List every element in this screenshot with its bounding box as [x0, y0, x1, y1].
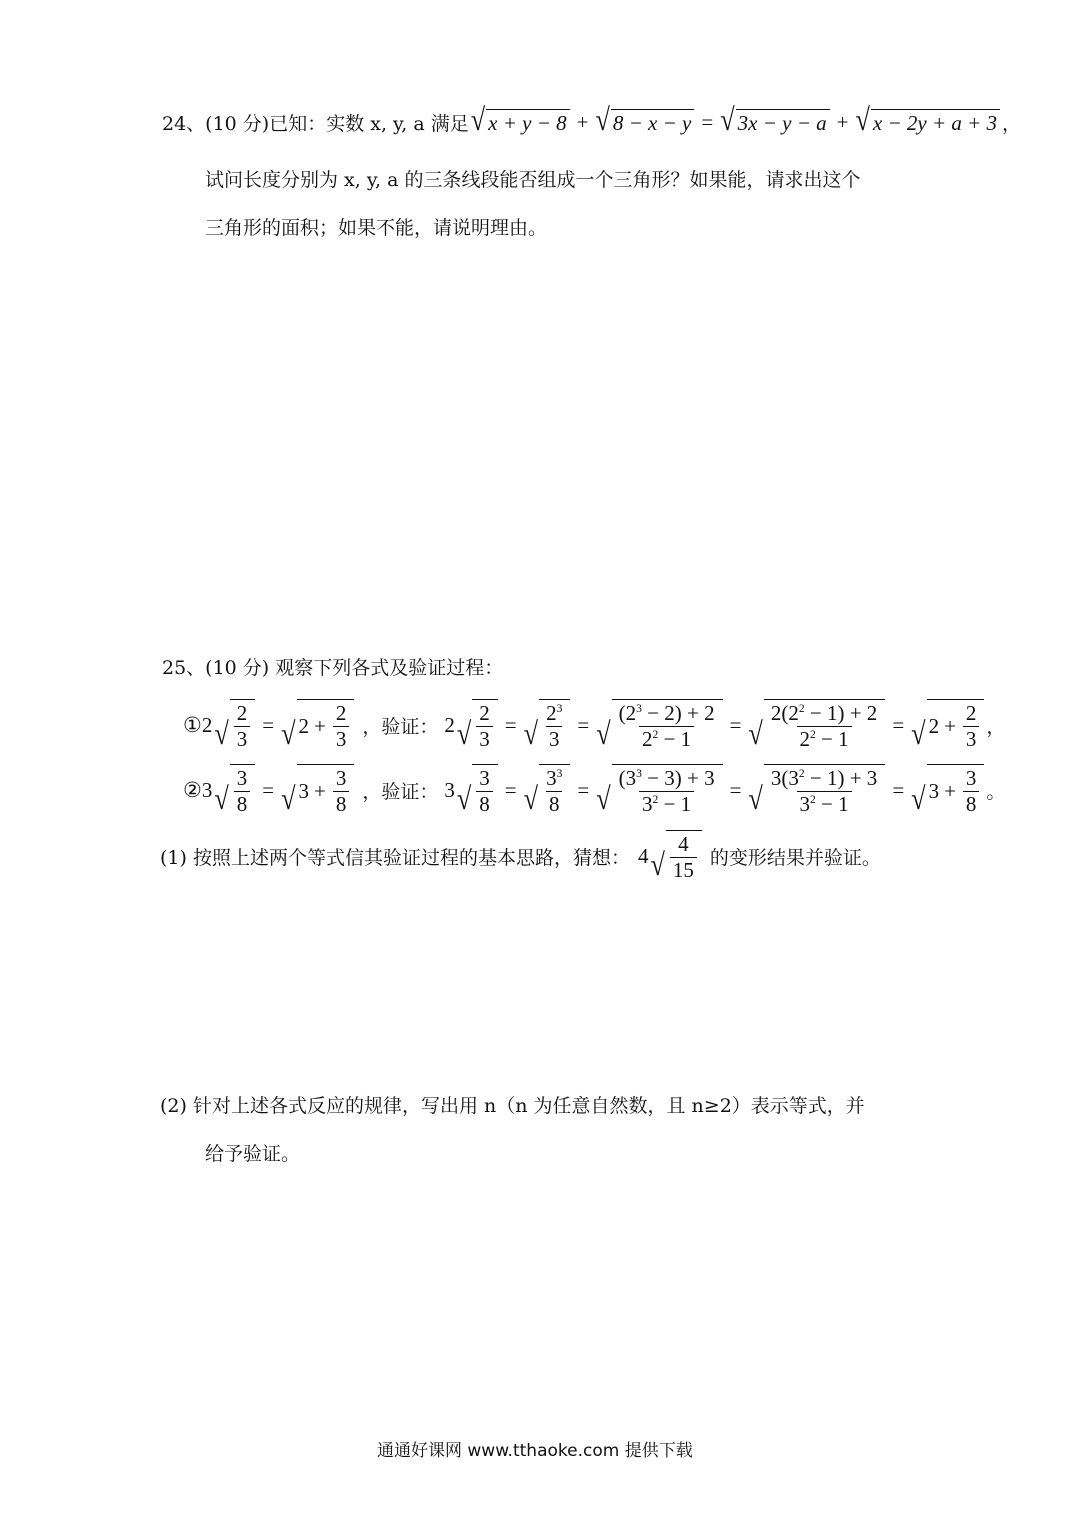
part1-prefix: (1) 按照上述两个等式信其验证过程的基本思路，猜想：: [160, 846, 630, 869]
q25-part2-line1: (2) 针对上述各式反应的规律，写出用 n（n 为任意自然数，且 n≥2）表示等式，并: [160, 1095, 865, 1117]
q24-equation: √ x + y − 8 + √ 8 − x − y = √ 3x − y − a + √ x − 2y + a + 3: [469, 109, 1002, 136]
q24-line1: [162, 101, 1022, 140]
item2-marker: ②: [183, 778, 202, 802]
q25-item2: ② 3 √ $\frac{3}{8}$ = √ 3 + $\frac{3}{8}$ ，验证： 3 √ $\frac{3}{8}$ = √ $\frac{3^3}{8}$ = √ $\frac{(3^3 - 3) + 3}{3^2 - 1}$ = √ $\frac{3(3^2 - 1) + 3}{3^2 - 1}$ = √ 3 + $\frac{3}{8}$ 。: [183, 766, 1006, 817]
item1-marker: ①: [183, 713, 202, 737]
q24-line2: 试问长度分别为 x, y, a 的三条线段能否组成一个三角形？如果能，请求出这个: [205, 169, 861, 191]
item1-end: ，: [986, 715, 1006, 738]
q25-intro: 25、(10 分) 观察下列各式及验证过程：: [162, 657, 504, 679]
part1-suffix: 的变形结果并验证。: [709, 846, 881, 869]
item2-end: 。: [986, 780, 1006, 803]
q25-part1: (1) 按照上述两个等式信其验证过程的基本思路，猜想： 4 √ $\frac{4}{15}$ 的变形结果并验证。: [160, 832, 881, 883]
q24-prefix: 24、(10 分)已知：实数 x, y, a 满足: [162, 112, 469, 135]
q24-suffix: ，: [1002, 112, 1022, 135]
q25-part2-line2: 给予验证。: [205, 1143, 301, 1165]
page-footer: 通通好课网 www.tthaoke.com 提供下载: [377, 1441, 693, 1461]
q25-item1: ① 2 √ $\frac{2}{3}$ = √ 2 + $\frac{2}{3}$ ，验证： 2 √ $\frac{2}{3}$ = √ $\frac{2^3}{3}$ = √ $\frac{(2^3 - 2) + 2}{2^2 - 1}$ = √ $\frac{2(2^2 - 1) + 2}{2^2 - 1}$ = √ 2 + $\frac{2}{3}$ ，: [183, 701, 1006, 752]
q24-line3: 三角形的面积；如果不能，请说明理由。: [205, 217, 548, 239]
verify-label-1: ，验证：: [362, 715, 439, 738]
verify-label-2: ，验证：: [362, 780, 439, 803]
